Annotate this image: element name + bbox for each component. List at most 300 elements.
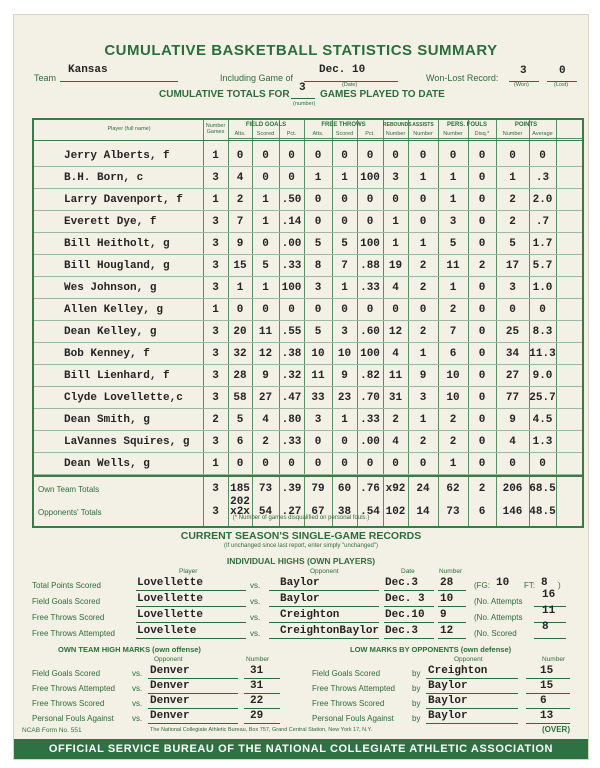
stat-pf: 1	[449, 172, 457, 184]
th-number: 31	[250, 680, 264, 692]
stat-ftm: 10	[337, 348, 352, 360]
stat-fta: 0	[314, 150, 322, 162]
ih-vs: vs.	[250, 613, 261, 622]
header-pf-number: Number	[443, 131, 463, 137]
player-name: Clyde Lovellette,c	[64, 392, 183, 404]
stat-ftm: 5	[341, 238, 348, 250]
th-opponent: Denver	[150, 680, 190, 692]
th-label: Free Throws Attempted	[32, 684, 115, 693]
stat-pts: 17	[505, 260, 520, 272]
total-ftm: 60	[337, 483, 352, 495]
won-lost-label: Won-Lost Record:	[426, 73, 499, 83]
stat-dq: 0	[478, 150, 486, 162]
ih-number: 12	[440, 625, 454, 637]
header-points: POINTS	[514, 122, 538, 128]
total-fta: 67	[311, 506, 325, 518]
stat-ast: 0	[419, 458, 427, 470]
stat-g: 3	[212, 436, 219, 448]
stat-fta: 3	[314, 282, 322, 294]
stat-fgp: .14	[281, 216, 302, 228]
stat-pf: 10	[446, 370, 460, 382]
stat-ast: 0	[419, 216, 427, 228]
stat-fgm: 27	[258, 392, 273, 404]
ih-number: 10	[440, 593, 454, 605]
team-col-number: Number	[246, 656, 270, 663]
total-avg: 48.5	[529, 506, 556, 518]
stat-fga: 0	[236, 458, 244, 470]
th-label: Personal Fouls Against	[32, 714, 114, 723]
stat-reb: 11	[388, 370, 403, 382]
low-marks-title: LOW MARKS BY OPPONENTS (own defense)	[350, 645, 512, 654]
ih-player: Lovellette	[137, 593, 204, 605]
total-reb: 102	[385, 506, 406, 518]
th-number: 22	[250, 695, 264, 707]
stat-ast: 2	[419, 260, 427, 272]
stat-g: 1	[212, 150, 219, 162]
ih-vs: vs.	[250, 597, 261, 606]
stat-pts: 0	[509, 150, 516, 162]
stat-fgp: .47	[281, 392, 302, 404]
header-fg-atts: Atts.	[234, 131, 246, 137]
stat-dq: 0	[478, 392, 486, 404]
stat-g: 3	[212, 282, 219, 294]
stat-pf: 1	[449, 282, 457, 294]
stat-ast: 2	[419, 282, 427, 294]
stat-fga: 0	[236, 150, 244, 162]
stat-avg: 1.7	[532, 238, 553, 250]
stat-g: 1	[212, 194, 219, 206]
stat-fta: 0	[314, 216, 322, 228]
player-name: Bill Hougland, g	[64, 260, 170, 272]
stat-pf: 3	[449, 216, 457, 228]
footnote: (* Number of games disqualified on personal fouls.)	[232, 515, 370, 521]
header-rebounds: REBOUNDS	[383, 122, 412, 128]
stat-ftm: 0	[341, 150, 348, 162]
stat-fgm: 5	[262, 260, 269, 272]
col-opponent: Opponent	[310, 568, 339, 575]
stat-dq: 0	[478, 282, 486, 294]
ih-number: 9	[440, 609, 447, 621]
stat-g: 3	[212, 216, 219, 228]
form-title: CUMULATIVE BASKETBALL STATISTICS SUMMARY	[104, 42, 498, 59]
stat-pf: 11	[446, 260, 460, 272]
won-caption: (Won)	[514, 82, 529, 88]
stat-fgp: .50	[281, 194, 302, 206]
ih-opponent: Baylor	[280, 577, 320, 589]
stat-reb: 19	[388, 260, 403, 272]
header-ft-atts: Atts.	[312, 131, 324, 137]
stat-ast: 1	[419, 414, 427, 426]
stat-pts: 2	[509, 194, 516, 206]
ih-label: Free Throws Scored	[32, 613, 105, 622]
stat-dq: 0	[478, 458, 486, 470]
stat-avg: 1.3	[532, 436, 553, 448]
th-number: 31	[250, 665, 264, 677]
ih-extra: 11	[542, 605, 556, 617]
header-fg-scored: Scored	[256, 131, 275, 137]
total-ftm: 38	[337, 506, 352, 518]
stat-fgm: 12	[258, 348, 273, 360]
ih-vs: vs.	[250, 581, 261, 590]
records-title: CURRENT SEASON'S SINGLE-GAME RECORDS	[180, 530, 422, 542]
th-opponent: Denver	[150, 710, 190, 722]
stat-reb: 3	[392, 172, 399, 184]
player-stats-table	[32, 118, 584, 528]
player-name: Dean Smith, g	[64, 414, 150, 426]
stat-fga: 5	[236, 414, 244, 426]
bureau-address: The National Collegiate Athletic Bureau, Box 757, Grand Central Station, New York 17, N.Y.	[150, 727, 373, 733]
stat-ftp: .33	[360, 282, 380, 294]
team-value: Kansas	[68, 64, 108, 76]
total-fga: x2x	[230, 506, 250, 518]
stat-ftp: 0	[366, 194, 374, 206]
header-fg-pct: Pct.	[286, 131, 297, 137]
lost-value: 0	[559, 65, 566, 77]
player-name: Wes Johnson, g	[64, 282, 157, 294]
cumulative-prefix: CUMULATIVE TOTALS FOR	[159, 89, 290, 100]
stat-reb: 1	[392, 216, 399, 228]
stat-pf: 2	[449, 436, 457, 448]
stat-avg: 1.0	[532, 282, 553, 294]
total-ftp: .76	[360, 483, 380, 495]
stat-dq: 0	[478, 194, 486, 206]
stat-fgp: .38	[281, 348, 302, 360]
stat-fgm: 4	[262, 414, 269, 426]
header-pf-disq: Disq.*	[474, 131, 490, 137]
stat-dq: 0	[478, 304, 486, 316]
ih-date: Dec. 3	[385, 593, 425, 605]
header-ft-scored: Scored	[335, 131, 354, 137]
stat-sheet	[13, 14, 589, 760]
opp-fga-correction: 202	[230, 496, 250, 508]
stat-pf: 1	[449, 194, 457, 206]
stat-dq: 0	[478, 348, 486, 360]
ih-extra-label: (No. Scored	[474, 629, 517, 638]
lm-number: 15	[540, 665, 554, 677]
lost-caption: (Lost)	[554, 82, 569, 88]
stat-dq: 2	[478, 260, 486, 272]
stat-g: 1	[212, 458, 219, 470]
player-name: B.H. Born, c	[64, 172, 144, 184]
lm-number: 13	[540, 710, 554, 722]
stat-reb: 1	[392, 238, 399, 250]
total-reb: x92	[385, 483, 406, 495]
th-label: Free Throws Scored	[32, 699, 105, 708]
own-totals-label: Own Team Totals	[38, 485, 100, 494]
stat-ast: 3	[419, 392, 427, 404]
stat-ftm: 1	[341, 414, 348, 426]
stat-dq: 0	[478, 172, 486, 184]
col-date: Date	[401, 568, 415, 575]
team-label: Team	[34, 73, 57, 83]
stat-ftm: 9	[341, 370, 348, 382]
stat-pts: 0	[509, 458, 516, 470]
ih-extra: 16	[542, 589, 556, 601]
stat-pts: 9	[509, 414, 516, 426]
stat-ftp: .33	[360, 414, 380, 426]
form-number: NCAB Form No. 551	[22, 727, 82, 734]
header-ast-number: Number	[413, 131, 433, 137]
stat-ftm: 0	[341, 194, 348, 206]
ih-date: Dec.10	[385, 609, 425, 621]
stat-pts: 27	[505, 370, 520, 382]
lm-by: by	[412, 699, 421, 708]
stat-fga: 7	[236, 216, 244, 228]
over-text: (OVER)	[542, 725, 570, 734]
th-opponent: Denver	[150, 665, 190, 677]
stat-reb: 12	[388, 326, 403, 338]
stat-fga: 15	[233, 260, 247, 272]
total-fgm: 73	[258, 483, 273, 495]
cumulative-suffix: GAMES PLAYED TO DATE	[320, 89, 445, 100]
stat-pts: 1	[509, 172, 516, 184]
stat-fgp: .00	[281, 238, 302, 250]
stat-g: 3	[212, 348, 219, 360]
ih-label: Free Throws Attempted	[32, 629, 115, 638]
player-name: Larry Davenport, f	[64, 194, 183, 206]
header-games: Number Games	[205, 123, 226, 135]
stat-pts: 3	[509, 282, 516, 294]
stat-fta: 0	[314, 304, 322, 316]
lm-by: by	[412, 714, 421, 723]
stat-fgm: 1	[262, 194, 269, 206]
th-vs: vs.	[132, 669, 143, 678]
player-name: Everett Dye, f	[64, 216, 157, 228]
player-name: Bob Kenney, f	[64, 348, 150, 360]
ih-opponent: Baylor	[280, 593, 320, 605]
stat-dq: 0	[478, 436, 486, 448]
col-player: Player	[179, 568, 198, 575]
lm-opponent: Creighton	[428, 665, 488, 677]
stat-g: 2	[212, 414, 219, 426]
stat-fgp: 0	[288, 172, 295, 184]
records-subtitle: (If unchanged since last report, enter simply "unchanged")	[223, 543, 378, 549]
stat-dq: 0	[478, 238, 486, 250]
stat-ftp: .70	[360, 392, 380, 404]
player-name: LaVannes Squires, g	[64, 436, 190, 448]
stat-pts: 25	[505, 326, 520, 338]
stat-fgp: .33	[281, 260, 302, 272]
stat-ftp: .82	[360, 370, 380, 382]
stat-ast: 0	[419, 150, 427, 162]
stat-pf: 2	[449, 414, 457, 426]
lm-label: Field Goals Scored	[312, 669, 381, 678]
total-dq: 6	[478, 506, 486, 518]
total-g: 3	[212, 506, 219, 518]
ih-extra-label: (FG:	[474, 581, 490, 590]
stat-ast: 1	[419, 348, 427, 360]
stat-ftm: 7	[341, 260, 348, 272]
stat-fgp: .32	[281, 370, 302, 382]
total-ftp: .54	[360, 506, 380, 518]
ih-extra-label: (No. Attempts	[474, 597, 523, 606]
stat-ftp: 100	[360, 172, 380, 184]
player-name: Bill Lienhard, f	[64, 370, 170, 382]
stat-ftm: 1	[341, 282, 348, 294]
stat-reb: 4	[392, 348, 399, 360]
stat-avg: 0	[539, 304, 546, 316]
stat-fgm: 11	[258, 326, 273, 338]
stat-ftm: 0	[341, 436, 348, 448]
stat-avg: 11.3	[529, 348, 556, 360]
stat-fgp: .33	[281, 436, 302, 448]
low-col-number: Number	[542, 656, 566, 663]
stat-dq: 0	[478, 414, 486, 426]
stat-fta: 11	[311, 370, 325, 382]
total-fga: 185	[230, 483, 250, 495]
ih-player: Lovellette	[137, 577, 204, 589]
total-fgp: .39	[281, 483, 302, 495]
stat-fgm: 1	[262, 216, 269, 228]
ih-label: Field Goals Scored	[32, 597, 101, 606]
stat-reb: 0	[392, 194, 399, 206]
stat-ftp: 0	[366, 216, 374, 228]
stat-ast: 0	[419, 194, 427, 206]
total-pf: 62	[446, 483, 460, 495]
opponents-totals-label: Opponents' Totals	[38, 508, 102, 517]
th-vs: vs.	[132, 714, 143, 723]
total-pts: 206	[502, 483, 523, 495]
ih-opponent: Creighton	[280, 609, 340, 621]
stat-fta: 10	[311, 348, 325, 360]
stat-reb: 2	[392, 414, 399, 426]
stat-avg: 8.3	[532, 326, 553, 338]
total-ast: 14	[416, 506, 430, 518]
stat-pf: 10	[446, 392, 460, 404]
stat-fgm: 0	[262, 238, 269, 250]
stat-ftp: 0	[366, 458, 374, 470]
stat-reb: 0	[392, 458, 399, 470]
stat-ftm: 0	[341, 304, 348, 316]
stat-fgp: 100	[281, 282, 302, 294]
stat-fta: 0	[314, 458, 322, 470]
stat-avg: .3	[535, 172, 550, 184]
ih-extra-label: (No. Attempts	[474, 613, 523, 622]
player-name: Bill Heitholt, g	[64, 238, 170, 250]
stat-pf: 1	[449, 458, 457, 470]
total-ast: 24	[416, 483, 430, 495]
stat-pf: 5	[449, 238, 457, 250]
stat-fga: 28	[233, 370, 247, 382]
won-value: 3	[520, 65, 527, 77]
ih-number: 28	[440, 577, 454, 589]
including-label: Including Game of	[220, 73, 294, 83]
stat-reb: 4	[392, 282, 399, 294]
stat-fgm: 1	[262, 282, 269, 294]
stat-g: 3	[212, 238, 219, 250]
stat-fga: 20	[233, 326, 247, 338]
stat-ast: 1	[419, 172, 427, 184]
stat-pts: 4	[509, 436, 516, 448]
total-dq: 2	[478, 483, 486, 495]
header-field-goals: FIELD GOALS	[245, 122, 287, 128]
lm-number: 6	[540, 695, 547, 707]
stat-dq: 0	[478, 326, 486, 338]
player-name: Allen Kelley, g	[64, 304, 164, 316]
stat-g: 3	[212, 326, 219, 338]
lm-opponent: Baylor	[428, 710, 468, 722]
stat-g: 3	[212, 260, 219, 272]
date-caption: (Date)	[342, 82, 358, 88]
stat-fga: 32	[233, 348, 247, 360]
lm-by: by	[412, 669, 421, 678]
header-pts-average: Average	[532, 131, 553, 137]
stat-fga: 2	[236, 194, 244, 206]
player-name: Jerry Alberts, f	[64, 150, 170, 162]
stat-pf: 0	[449, 150, 457, 162]
total-fgm: 54	[258, 506, 273, 518]
stat-ast: 0	[419, 304, 427, 316]
ih-extra2-label: FT:	[524, 581, 536, 590]
player-name: Dean Kelley, g	[64, 326, 157, 338]
individual-highs-title: INDIVIDUAL HIGHS (OWN PLAYERS)	[226, 556, 376, 566]
stat-ftm: 1	[341, 172, 348, 184]
ih-extra2: 8	[541, 577, 548, 589]
stat-fga: 58	[233, 392, 247, 404]
stat-fgp: 0	[288, 458, 295, 470]
team-high-title: OWN TEAM HIGH MARKS (own offense)	[58, 645, 201, 654]
stat-avg: .7	[535, 216, 550, 228]
stat-ast: 2	[419, 326, 427, 338]
stat-fga: 4	[236, 172, 244, 184]
low-col-opponent: Opponent	[454, 656, 483, 663]
stat-reb: 0	[392, 304, 399, 316]
stat-fgp: .80	[281, 414, 302, 426]
stat-fgp: 0	[288, 304, 295, 316]
team-col-opponent: Opponent	[154, 656, 183, 663]
stat-ftm: 3	[341, 326, 348, 338]
stat-reb: 31	[388, 392, 403, 404]
ih-extra: 8	[542, 621, 549, 633]
lm-label: Free Throws Scored	[312, 699, 385, 708]
stat-avg: 5.7	[532, 260, 553, 272]
player-name: Dean Wells, g	[64, 458, 150, 470]
stat-ast: 1	[419, 238, 427, 250]
total-fta: 79	[311, 483, 325, 495]
stat-pts: 77	[505, 392, 520, 404]
header-player: Player (full name)	[107, 126, 151, 132]
stat-avg: 4.5	[532, 414, 553, 426]
stat-fga: 0	[236, 304, 244, 316]
stat-pts: 34	[505, 348, 520, 360]
stat-g: 3	[212, 172, 219, 184]
lm-number: 15	[540, 680, 554, 692]
stat-fta: 0	[314, 436, 322, 448]
footer-banner: OFFICIAL SERVICE BUREAU OF THE NATIONAL COLLEGIATE ATHLETIC ASSOCIATION	[14, 739, 588, 759]
stat-g: 1	[212, 304, 219, 316]
stat-ftm: 23	[337, 392, 352, 404]
lm-label: Free Throws Attempted	[312, 684, 395, 693]
stat-fta: 0	[314, 194, 322, 206]
stat-fga: 6	[236, 436, 244, 448]
ih-player: Lovellete	[137, 625, 197, 637]
th-number: 29	[250, 710, 264, 722]
header-assists: ASSISTS	[412, 122, 434, 128]
stat-fgm: 0	[262, 458, 269, 470]
ih-vs: vs.	[250, 629, 261, 638]
th-opponent: Denver	[150, 695, 190, 707]
ih-label: Total Points Scored	[32, 581, 101, 590]
header-ft-pct: Pct.	[365, 131, 375, 137]
stat-reb: 4	[392, 436, 399, 448]
ih-player: Lovellette	[137, 609, 204, 621]
stat-avg: 2.0	[532, 194, 553, 206]
stat-ftm: 0	[341, 216, 348, 228]
th-label: Field Goals Scored	[32, 669, 101, 678]
total-pf: 73	[446, 506, 460, 518]
number-caption: (number)	[293, 101, 316, 107]
header-free-throws: FREE THROWS	[321, 122, 366, 128]
